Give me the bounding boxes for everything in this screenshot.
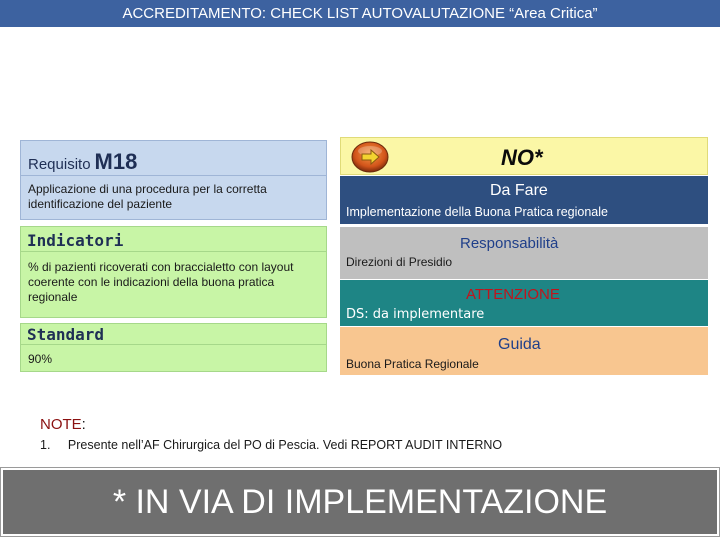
da-fare-box — [340, 176, 708, 224]
note-text: Presente nell’AF Chirurgica del PO di Pescia. Vedi REPORT AUDIT INTERNO — [67, 438, 503, 452]
requisito-description-box — [20, 176, 327, 220]
requisito-label: Requisito — [28, 156, 91, 173]
notes-heading — [40, 416, 86, 434]
responsabilita-label: Responsabilità — [460, 235, 559, 252]
attenzione-text: DS: da implementare — [346, 307, 485, 322]
footer-text: * IN VIA DI IMPLEMENTAZIONE — [112, 483, 608, 521]
notes-colon: : — [81, 416, 86, 433]
indicatori-header — [20, 226, 327, 252]
guida-text: Buona Pratica Regionale — [346, 357, 479, 371]
responsabilita-text: Direzioni di Presidio — [346, 255, 453, 269]
footer-banner — [1, 468, 719, 536]
guida-label: Guida — [498, 336, 541, 353]
da-fare-label: Da Fare — [490, 182, 548, 199]
note-item — [40, 438, 502, 452]
standard-box — [20, 345, 327, 372]
requisito-box — [20, 140, 327, 176]
attenzione-label: ATTENZIONE — [466, 286, 560, 303]
status-text: NO* — [501, 145, 543, 170]
standard-value: 90% — [28, 352, 53, 366]
status-box — [340, 137, 708, 175]
standard-header — [20, 323, 327, 345]
guida-box — [340, 327, 708, 375]
da-fare-text: Implementazione della Buona Pratica regionale — [346, 205, 608, 219]
note-number: 1. — [40, 438, 51, 452]
header-bar — [0, 0, 720, 27]
responsabilita-box — [340, 227, 708, 279]
standard-label: Standard — [27, 325, 105, 344]
requisito-text: Applicazione di una procedura per la corretta identificazione del paziente — [28, 182, 267, 211]
indicatori-box — [20, 252, 327, 318]
indicatori-text: % di pazienti ricoverati con braccialetto con layout coerente con le indicazioni della buona pratica regionale — [28, 260, 294, 304]
notes-label: NOTE — [40, 416, 82, 433]
requisito-code: M18 — [94, 149, 138, 174]
attenzione-box — [340, 280, 708, 326]
indicatori-label: Indicatori — [27, 231, 124, 250]
page-title: ACCREDITAMENTO: CHECK LIST AUTOVALUTAZIONE “Area Critica” — [122, 5, 598, 22]
arrow-icon — [351, 141, 389, 173]
